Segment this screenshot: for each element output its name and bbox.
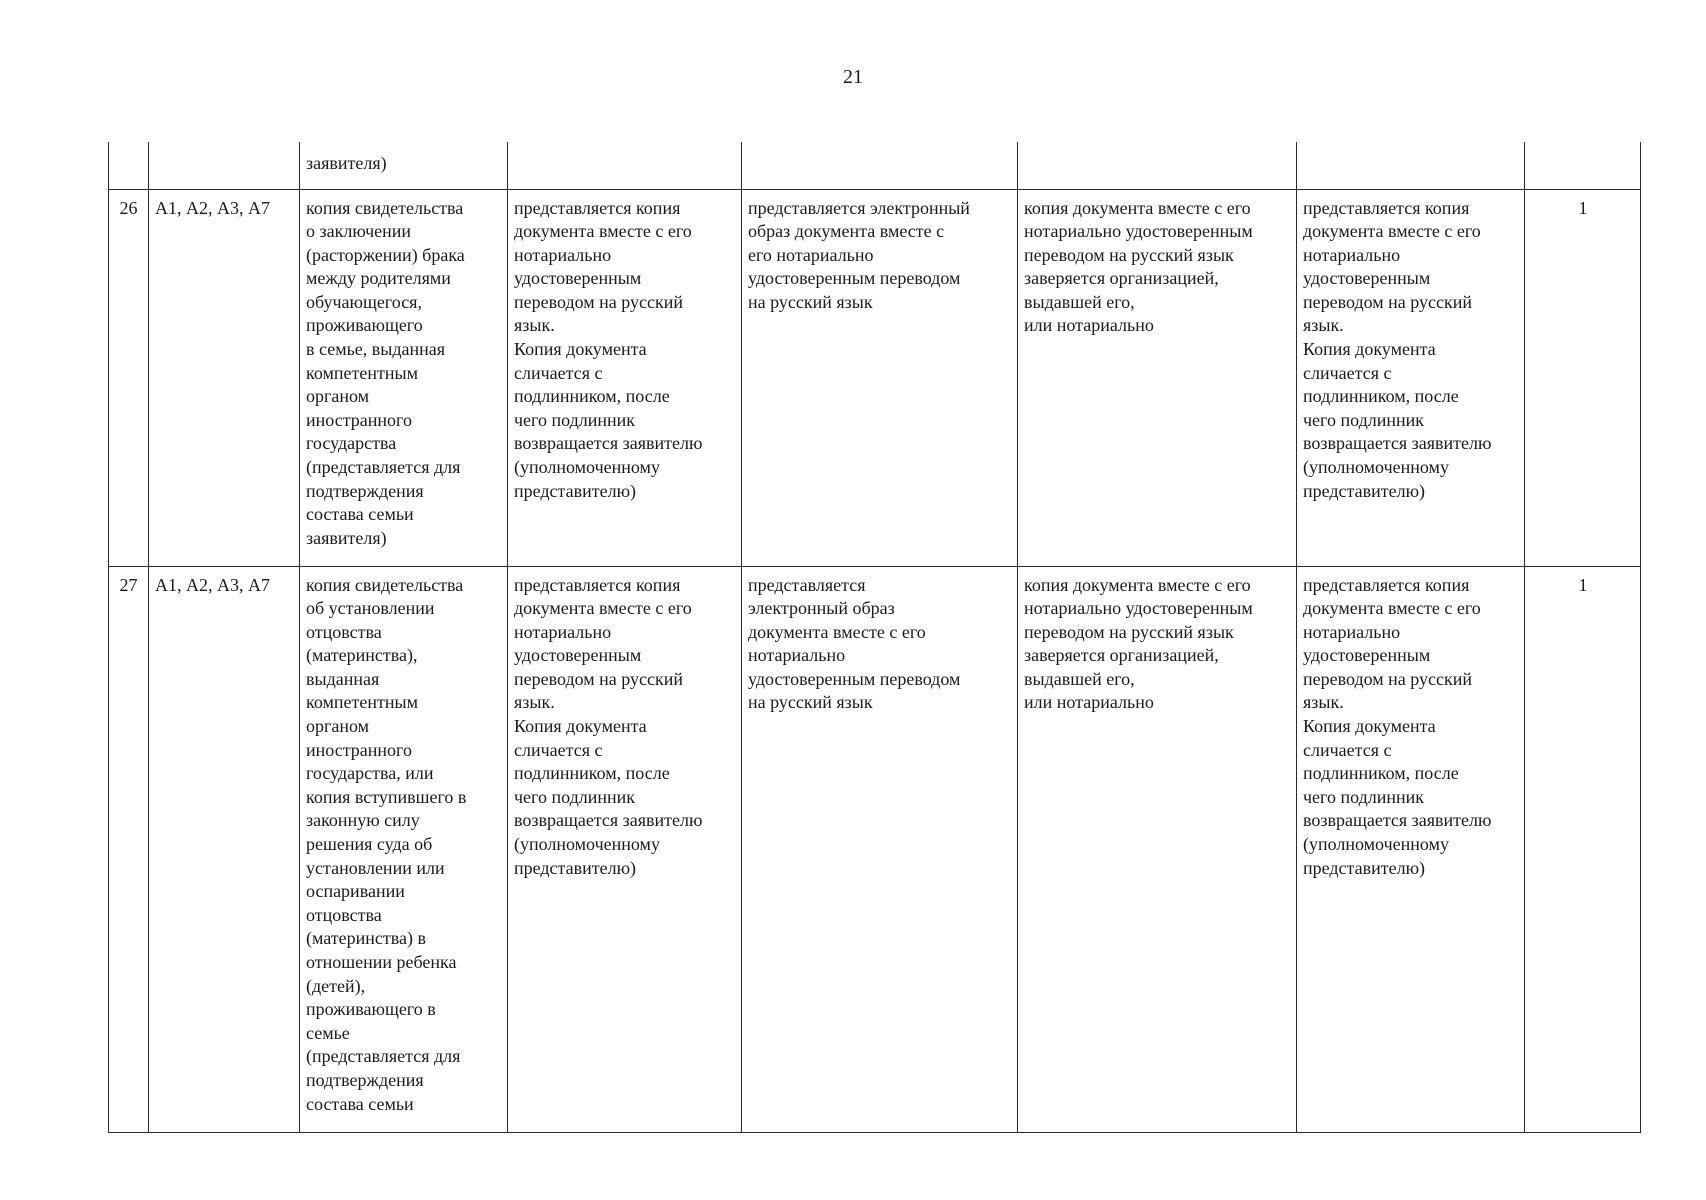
applicant-category-codes: А1, А2, А3, А7 (149, 189, 300, 566)
paper-submission-requirements: представляется копия документа вместе с его нотариально удостоверенным переводом на русский язык. Копия документа сличается с подлинником, после чего подлинник возвращается заявителю (уполномоченному представителю) (508, 189, 742, 566)
electronic-submission-requirements: представляется электронный образ документа вместе с его нотариально удостоверенным переводом на русский язык (742, 566, 1018, 1132)
table-row (109, 189, 1641, 566)
document-name: копия свидетельства о заключении (расторжении) брака между родителями обучающегося, проживающего в семье, выданная компетентным органом иностранного государства (представляется для подтверждения состава семьи заявителя) (300, 189, 508, 566)
row-number: 26 (109, 189, 149, 566)
paper-submission-requirements: представляется копия документа вместе с его нотариально удостоверенным переводом на русский язык. Копия документа сличается с подлинником, после чего подлинник возвращается заявителю (уполномоченному представителю) (508, 566, 742, 1132)
document-name: заявителя) (300, 142, 508, 189)
certification-requirements: копия документа вместе с его нотариально удостоверенным переводом на русский язык заверяется организацией, выдавшей его, или нотариально (1018, 189, 1297, 566)
electronic-submission-requirements (742, 142, 1018, 189)
reception-requirements: представляется копия документа вместе с его нотариально удостоверенным переводом на русский язык. Копия документа сличается с подлинником, после чего подлинник возвращается заявителю (уполномоченному представителю) (1297, 189, 1525, 566)
document-count: 1 (1525, 566, 1641, 1132)
electronic-submission-requirements: представляется электронный образ документа вместе с его нотариально удостоверенным переводом на русский язык (742, 189, 1018, 566)
table-row (109, 566, 1641, 1132)
documents-table (108, 142, 1641, 1133)
applicant-category-codes: А1, А2, А3, А7 (149, 566, 300, 1132)
row-number (109, 142, 149, 189)
certification-requirements: копия документа вместе с его нотариально удостоверенным переводом на русский язык заверяется организацией, выдавшей его, или нотариально (1018, 566, 1297, 1132)
document-count (1525, 142, 1641, 189)
table-row (109, 142, 1641, 189)
applicant-category-codes (149, 142, 300, 189)
reception-requirements: представляется копия документа вместе с его нотариально удостоверенным переводом на русский язык. Копия документа сличается с подлинником, после чего подлинник возвращается заявителю (уполномоченному представителю) (1297, 566, 1525, 1132)
document-name: копия свидетельства об установлении отцовства (материнства), выданная компетентным органом иностранного государства, или копия вступившего в законную силу решения суда об установлении или оспаривании отцовства (материнства) в отношении ребенка (детей), проживающего в семье (представляется для подтверждения состава семьи (300, 566, 508, 1132)
reception-requirements (1297, 142, 1525, 189)
row-number: 27 (109, 566, 149, 1132)
certification-requirements (1018, 142, 1297, 189)
document-count: 1 (1525, 189, 1641, 566)
paper-submission-requirements (508, 142, 742, 189)
page-number: 21 (843, 66, 863, 88)
